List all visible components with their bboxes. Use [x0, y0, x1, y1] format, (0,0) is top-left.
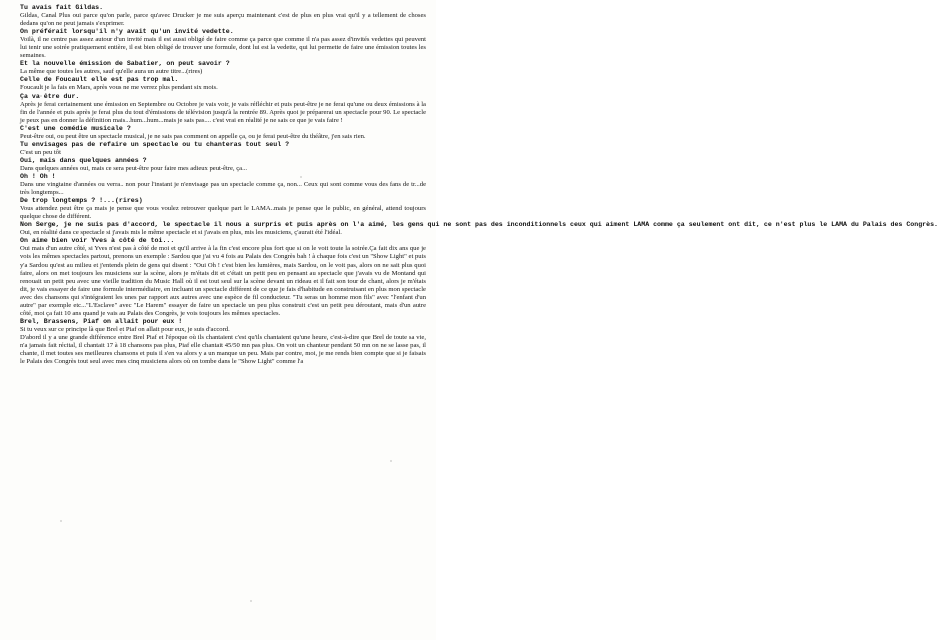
interview-question: Tu envisages pas de refaire un spectacle ou tu chanteras tout seul ? — [20, 140, 290, 148]
interview-question: Oui, mais dans quelques années ? — [20, 156, 147, 164]
interview-question: Ça va être dur. — [20, 92, 80, 100]
scan-speck — [300, 176, 302, 178]
interview-question: C'est une comédie musicale ? — [20, 124, 131, 132]
interview-question: Celle de Foucault elle est pas trop mal. — [20, 76, 179, 84]
scan-speck — [60, 520, 62, 522]
interview-answer: Dans quelques années oui, mais ce sera peut-être pour faire mes adieux peut-être, ça... — [20, 164, 248, 172]
interview-answer: D'abord il y a une grande différence entre Brel Piaf et l'époque où ils chantaient c'est qu'ils chantaient qu'une heure, c'est-à-dire que Brel de toute sa vie, n'a jamais fait récital, il chantait 17 à 18 chansons pas plus, Piaf elle chantait 45/50 mn pas plus. On voit un chanteur pendant 50 mn on ne se lasse pas, il chante, il met toutes ses meilleures chansons et puis il s'en va alors y a un manque un peu. Mais par contre, moi, je me rends bien compte que si je faisais le Palais des Congrès tout seul avec mes cinq musiciens alors où on tombe dans le "Show Light" comme l'a — [20, 333, 426, 366]
interview-answer: Vous attendez peut être ça mais je pense que vous voulez retrouver quelque part le LAMA..mais je pense que le public, en général, attend toujours quelque chose de différent. — [20, 205, 426, 221]
interview-question: Tu avais fait Gildas. — [20, 4, 104, 11]
interview-answer: Gildas, Canal Plus oui parce qu'on parle, parce qu'avec Drucker je me suis aperçu maintenant c'est de plus en plus vrai qu'il y a tellement de choses dedans qu'on ne peut jamais s'exprimer. — [20, 12, 426, 28]
interview-answer: Après je ferai certainement une émission en Septembre ou Octobre je vais voir, je vais réfléchir et puis peut-être je ne ferai qu'une ou deux émissions à la fin de l'année et puis après je ferai plus du tout d'émissions de télévision jusqu'à la rentrée 89. Après quoi je préparerai un spectacle pour 90. Le spectacle je peux pas en donner la définition mais...hum...hum...mais je sais pas.... c'est vrai en réalité je ne sais ce que je vais faire ! — [20, 100, 426, 124]
scan-speck — [40, 95, 42, 97]
scan-speck — [390, 460, 392, 462]
interview-answer: Foucault je la fais en Mars, après vous ne me verrez plus pendant six mois. — [20, 84, 218, 92]
interview-question: Oh ! Oh ! — [20, 172, 56, 180]
interview-answer: C'est un peu tôt — [20, 148, 61, 156]
interview-answer: Si tu veux sur ce principe là que Brel et Piaf on allait pour eux, je suis d'accord. — [20, 325, 230, 333]
scan-speck — [120, 332, 122, 334]
interview-question: Non Serge, je ne suis pas d'accord, le spectacle il nous a surpris et puis après on l'a aimé, les gens qui ne sont pas des inconditionnels ceux qui aiment LAMA comme ça seulement ont dit, ce n'est plus le LAMA du Palais des Congrès. — [20, 221, 938, 229]
interview-answer: Voilà, il ne centre pas assez autour d'un invité mais il est aussi obligé de faire comme ça parce que comme il n'a pas assez d'invités vedettes qui peuvent lui tenir une soirée pratiquement entière, il est bien obligé de trouver une formule, dont lui est la vedette, qui lui permette de faire une émission toutes les semaines. — [20, 36, 426, 60]
interview-question: Et la nouvelle émission de Sabatier, on peut savoir ? — [20, 60, 230, 68]
interview-question: De trop longtemps ? !...(rires) — [20, 197, 143, 205]
interview-answer: La même que toutes les autres, sauf qu'elle aura un autre titre...(rires) — [20, 68, 203, 76]
interview-question: On préférait lorsqu'il n'y avait qu'un invité vedette. — [20, 28, 234, 36]
interview-question: On aime bien voir Yves à côté de toi... — [20, 237, 175, 245]
scan-speck — [250, 600, 252, 602]
interview-answer: Oui, en réalité dans ce spectacle si j'avais mis le même spectacle et si j'avais en plus, mis les musiciens, ç'aurait été l'idéal. — [20, 229, 342, 237]
interview-answer: Oui mais d'un autre côté, si Yves n'est pas à côté de moi et qu'il arrive à la fin c'est encore plus fort que si on le voit toute la soirée.Ça fait dix ans que je vois les mêmes spectacles partout, prenons un exemple : Sardou que j'ai vu 4 fois au Palais des Congrès bah ! à chaque fois c'est un "Show Light" et puis y'a Sardou qu'est au milieu et j'entends plein de gens qui disent : "Oui Oh ! c'est bien les lumières, mais Sardou, on le voit pas, alors on ne sait plus quoi faire, alors on met toujours les musiciens sur la scène, alors je m'étais dit et c'était un petit peu en pensant au spectacle que j'avais vu de Montand qui renouait un petit peu avec une vieille tradition du Music Hall où il est tout seul sur la scène devant un rideau et il fait son tour de chant, alors je m'étais dit, je vais essayer de faire une formule intermédiaire, en incluant un spectacle différent de ce que je fais d'habitude en construisant en plus mon spectacle avec des chansons qui s'intégraient les unes par rapport aux autres avec une espèce de fil conducteur. "Tu seras un homme mon fils" avec "l'enfant d'un autre" par exemple etc..."L'Esclave" avec "Le Harem" essayer de faire un spectacle un peu plus construit c'est un petit peu déroutant, mais d'un autre côté, moi ça fait 10 ans quand je vais au Palais des Congrès, je vois toujours les mêmes spectacles. — [20, 245, 426, 317]
interview-answer: Peut-être oui, ou peut être un spectacle musical, je ne sais pas comment on appelle ça, ou je ferai peut-être du théâtre, j'en sais rien. — [20, 132, 366, 140]
interview-answer: Dans une vingtaine d'années ou verra.. non pour l'instant je n'envisage pas un spectacle comme ça, non... Ceux qui sont comme vous des fans de tr...de très longtemps... — [20, 181, 426, 197]
interview-question: Brel, Brassens, Piaf on allait pour eux ! — [20, 317, 183, 325]
